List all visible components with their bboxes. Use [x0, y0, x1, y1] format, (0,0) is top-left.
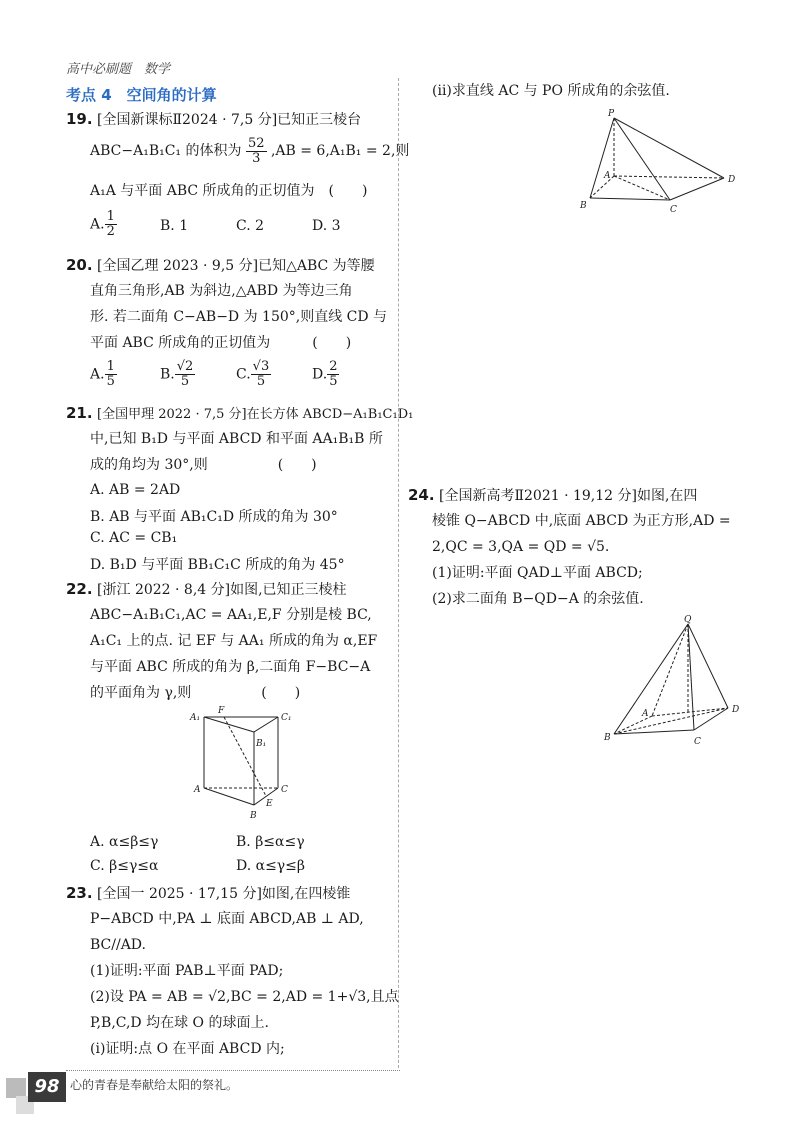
option-d[interactable] [312, 360, 339, 389]
option-b[interactable]: B. 1 [160, 218, 189, 234]
denominator: 5 [256, 374, 266, 389]
question-text: (2)设 PA = AB = √2,BC = 2,AD = 1+√3,且点 [90, 989, 399, 1005]
edge-ab [204, 788, 254, 805]
column-divider [398, 78, 399, 1068]
question-number: 24. [408, 486, 435, 504]
running-header: 高中必刷题 数学 [66, 62, 171, 77]
option-a[interactable]: A. AB = 2AD [90, 482, 181, 498]
denominator: 2 [106, 224, 115, 239]
question-text: BC//AD. [90, 937, 146, 953]
numerator: 1 [106, 209, 115, 224]
page-number: 98 [28, 1072, 66, 1102]
question-text: (ⅰ)证明:点 O 在平面 ABCD 内; [90, 1041, 285, 1057]
label-c: C [670, 205, 677, 215]
option-d[interactable]: D. α≤γ≤β [236, 858, 306, 874]
question-number: 19. [66, 110, 93, 128]
label-f: F [218, 706, 225, 716]
question-text: (ⅱ)求直线 AC 与 PO 所成角的余弦值. [432, 83, 670, 99]
edge-bc [614, 730, 694, 734]
option-c[interactable]: C. β≤γ≤α [90, 858, 159, 874]
label-b: B [250, 811, 257, 821]
question-text: 成的角均为 30°,则 ( ) [90, 457, 317, 473]
option-label: D. [312, 366, 328, 383]
question-text: ABC−A₁B₁C₁,AC = AA₁,E,F 分别是棱 BC, [90, 607, 372, 623]
label-a: A [642, 709, 649, 719]
option-a[interactable]: A. α≤β≤γ [90, 834, 159, 850]
footer-motto: 心的青春是奉献给太阳的祭礼。 [70, 1078, 239, 1092]
option-d[interactable]: D. 3 [312, 218, 341, 234]
question-source: [全国甲理 2022 · 7,5 分]在长方体 ABCD−A₁B₁C₁D₁ [97, 407, 414, 422]
label-c: C [694, 737, 701, 747]
label-b: B [604, 733, 611, 743]
question-number: 22. [66, 580, 93, 598]
option-fraction [175, 360, 196, 389]
option-fraction [251, 360, 272, 389]
edge-a1b1 [204, 717, 254, 732]
denominator: 5 [180, 374, 190, 389]
question-source: [全国一 2025 · 17,15 分]如图,在四棱锥 [97, 886, 351, 902]
question-source: [全国新课标Ⅱ2024 · 7,5 分]已知正三棱台 [97, 112, 362, 128]
option-c[interactable]: C. 2 [236, 218, 265, 234]
label-e: E [266, 799, 273, 809]
section-title: 考点 4 空间角的计算 [66, 86, 217, 104]
prism-figure [186, 700, 306, 825]
question-text: 平面 ABC 所成角的正切值为 ( ) [90, 335, 352, 351]
edge-cd [670, 178, 724, 200]
denominator: 3 [252, 150, 261, 166]
edge-b1c1 [254, 717, 278, 732]
label-c: C [281, 785, 288, 795]
question-text: P−ABCD 中,PA ⊥ 底面 ABCD,AB ⊥ AD, [90, 911, 364, 927]
option-b[interactable]: B. AB 与平面 AB₁C₁D 所成的角为 30° [90, 509, 338, 525]
diagonal-bd [614, 708, 728, 734]
question-text: (1)证明:平面 PAB⊥平面 PAD; [90, 963, 284, 979]
edge-pd [614, 118, 724, 178]
question-text: P,B,C,D 均在球 O 的球面上. [90, 1015, 269, 1031]
option-b[interactable]: B. β≤α≤γ [236, 834, 305, 850]
decor-square [6, 1078, 26, 1098]
question-number: 21. [66, 404, 93, 422]
question-text: 与平面 ABC 所成的角为 β,二面角 F−BC−A [90, 659, 371, 675]
label-a1: A₁ [190, 713, 201, 723]
question-text: ABC−A₁B₁C₁ 的体积为 [90, 143, 242, 159]
label-a: A [604, 171, 611, 181]
question-text: (1)证明:平面 QAD⊥平面 ABCD; [432, 565, 643, 581]
question-text: 的平面角为 γ,则 ( ) [90, 685, 301, 701]
question-text: 棱锥 Q−ABCD 中,底面 ABCD 为正方形,AD = [432, 513, 731, 529]
question-source: [全国新高考Ⅱ2021 · 19,12 分]如图,在四 [439, 488, 698, 504]
pyramid-qabcd-figure [598, 612, 748, 752]
edge-qb [614, 624, 688, 734]
option-c[interactable] [236, 360, 271, 389]
option-c[interactable]: C. AC = CB₁ [90, 530, 178, 546]
label-b1: B₁ [256, 739, 267, 749]
edge-qc [688, 624, 694, 730]
option-d[interactable]: D. B₁D 与平面 BB₁C₁C 所成的角为 45° [90, 557, 345, 573]
option-fraction [327, 360, 339, 389]
question-text: (2)求二面角 B−QD−A 的余弦值. [432, 591, 644, 607]
option-label: C. [236, 366, 251, 383]
numerator: 1 [106, 359, 115, 374]
option-label: B. [160, 366, 175, 383]
numerator: 52 [247, 135, 265, 151]
label-p: P [608, 109, 615, 119]
question-source: [全国乙理 2023 · 9,5 分]已知△ABC 为等腰 [97, 258, 375, 274]
footer-rule [66, 1070, 400, 1071]
question-text: A₁A 与平面 ABC 所成角的正切值为 ( ) [90, 183, 368, 199]
label-d: D [732, 705, 740, 715]
question-text: 中,已知 B₁D 与平面 ABCD 和平面 AA₁B₁B 所 [90, 431, 383, 447]
numerator: √3 [252, 359, 270, 374]
label-c1: C₁ [281, 713, 292, 723]
edge-ad [614, 176, 724, 178]
option-fraction [105, 210, 117, 239]
question-source: [浙江 2022 · 8,4 分]如图,已知正三棱柱 [97, 582, 347, 598]
option-a[interactable] [90, 360, 117, 389]
question-number: 23. [66, 884, 93, 902]
edge-qd [688, 624, 728, 708]
option-label: A. [90, 216, 105, 233]
question-text: ,AB = 6,A₁B₁ = 2,则 [270, 143, 410, 159]
label-d: D [728, 175, 736, 185]
label-b: B [580, 201, 587, 211]
denominator: 5 [106, 374, 115, 389]
volume-fraction [246, 137, 267, 166]
question-text: 形. 若二面角 C−AB−D 为 150°,则直线 CD 与 [90, 309, 388, 325]
pyramid-pabcd-figure [574, 106, 744, 216]
option-label: A. [90, 366, 105, 383]
option-fraction [105, 360, 117, 389]
edge-bc [590, 198, 670, 200]
question-number: 20. [66, 256, 93, 274]
question-text: 直角三角形,AB 为斜边,△ABD 为等边三角 [90, 283, 353, 299]
denominator: 5 [329, 374, 338, 389]
question-text: A₁C₁ 上的点. 记 EF 与 AA₁ 所成的角为 α,EF [90, 633, 378, 649]
numerator: √2 [176, 359, 194, 374]
edge-pb [590, 118, 614, 198]
option-b[interactable] [160, 360, 195, 389]
label-a: A [194, 785, 201, 795]
numerator: 2 [329, 359, 338, 374]
question-text: 2,QC = 3,QA = QD = √5. [432, 539, 610, 555]
label-q: Q [684, 615, 692, 625]
option-a[interactable] [90, 210, 117, 239]
